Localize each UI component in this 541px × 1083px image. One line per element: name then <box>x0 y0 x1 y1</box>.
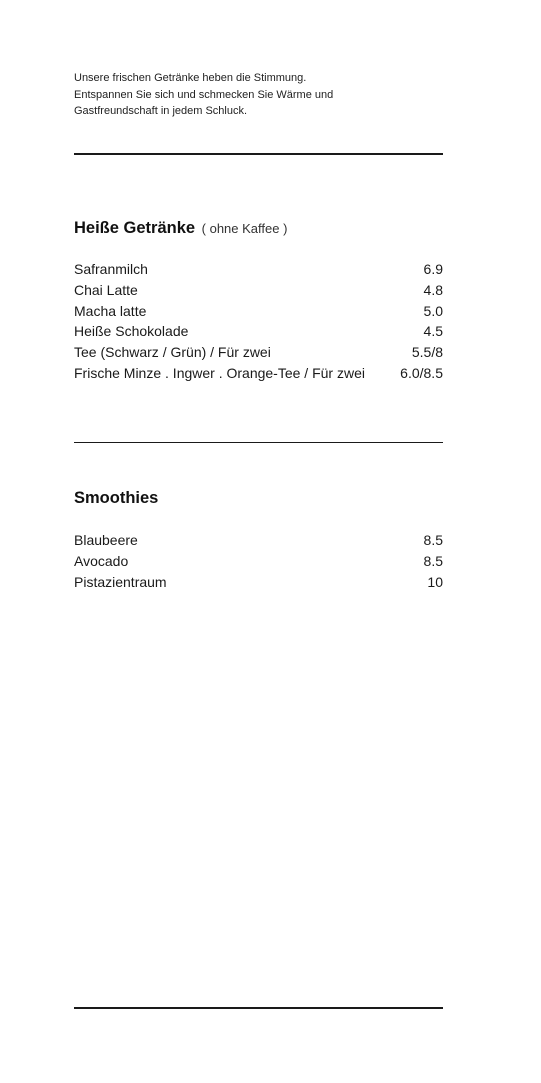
divider-bottom <box>74 1007 443 1009</box>
item-price: 5.0 <box>423 302 443 319</box>
menu-item <box>74 553 443 574</box>
item-name: Avocado <box>74 552 129 569</box>
item-price: 8.5 <box>423 552 443 569</box>
menu-item <box>74 574 443 595</box>
item-name: Chai Latte <box>74 281 138 298</box>
item-price: 8.5 <box>423 532 443 548</box>
intro-text <box>74 70 443 120</box>
intro-line: Entspannen Sie sich und schmecken Sie Wärme und <box>74 88 334 101</box>
divider-top <box>74 153 443 155</box>
section-title-text: Smoothies <box>74 489 159 507</box>
item-price: 4.8 <box>423 281 443 298</box>
smoothies-list <box>74 532 443 594</box>
menu-item <box>74 344 443 365</box>
item-price: 4.5 <box>423 323 443 340</box>
section-note: ( ohne Kaffee ) <box>201 221 288 236</box>
menu-item <box>74 532 443 553</box>
item-price: 6.0/8.5 <box>400 364 443 381</box>
menu-item <box>74 303 443 324</box>
section-title-hot-drinks <box>74 219 287 238</box>
item-name: Blaubeere <box>74 532 138 548</box>
item-price: 6.9 <box>423 261 443 277</box>
section-title-smoothies <box>74 489 158 508</box>
menu-item <box>74 365 443 386</box>
intro-line: Unsere frischen Getränke heben die Stimmung. <box>74 72 307 84</box>
menu-item <box>74 282 443 303</box>
menu-item <box>74 261 443 282</box>
item-price: 5.5/8 <box>411 344 443 361</box>
section-title-text: Heiße Getränke <box>74 219 196 237</box>
intro-line: Gastfreundschaft in jedem Schluck. <box>74 105 248 117</box>
item-name: Tee (Schwarz / Grün) / Für zwei <box>74 344 271 361</box>
item-name: Safranmilch <box>74 261 148 277</box>
hot-drinks-list <box>74 261 443 386</box>
item-name: Macha latte <box>74 302 147 319</box>
item-name: Heiße Schokolade <box>74 323 189 340</box>
item-name: Pistazientraum <box>74 573 167 590</box>
item-name: Frische Minze . Ingwer . Orange-Tee / Für zwei <box>74 364 365 381</box>
menu-item <box>74 323 443 344</box>
divider-middle <box>74 442 443 443</box>
item-price: 10 <box>427 573 443 590</box>
